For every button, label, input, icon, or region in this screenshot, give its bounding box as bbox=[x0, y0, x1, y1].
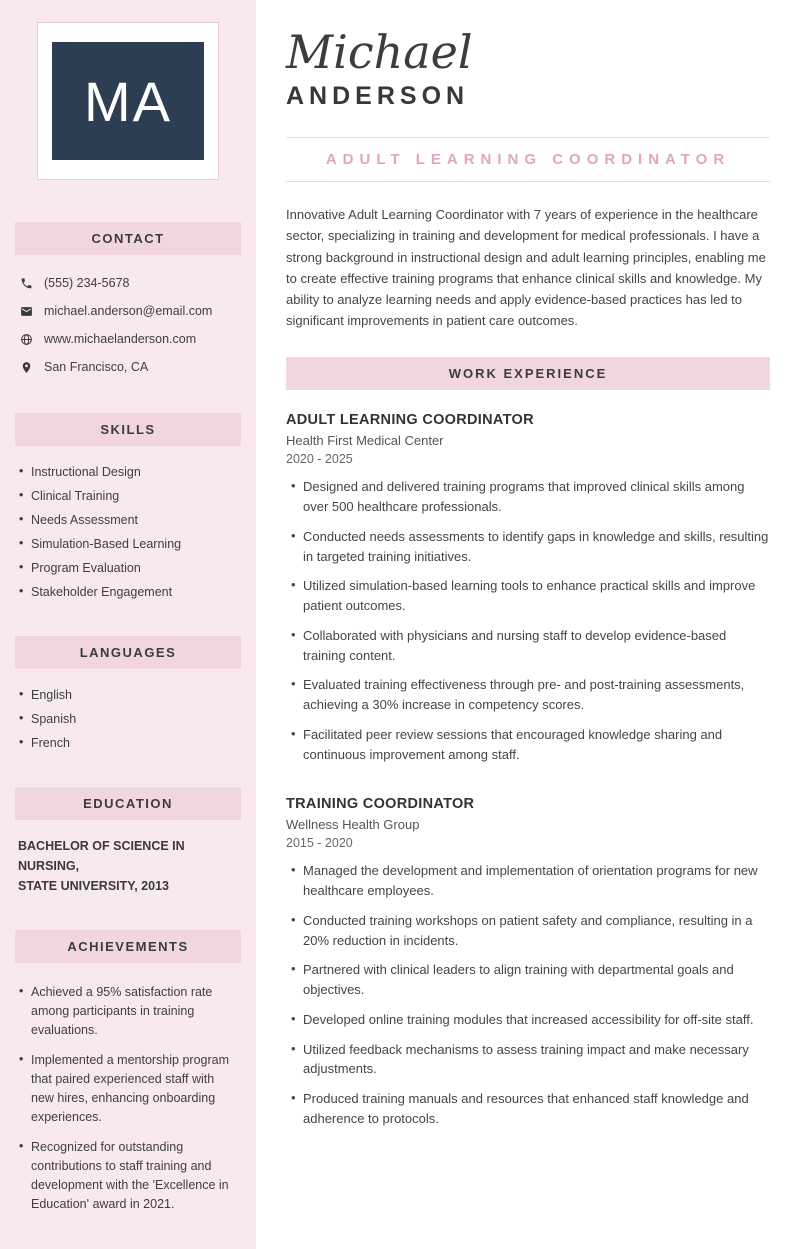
job-bullet: • Conducted training workshops on patient safety and compliance, resulting in a 20% reduction in incidents. bbox=[286, 911, 770, 961]
phone-icon bbox=[19, 276, 33, 290]
language-item: • Spanish bbox=[17, 707, 239, 731]
languages-list bbox=[15, 683, 241, 755]
education-section-header: EDUCATION bbox=[15, 787, 241, 820]
job-title: ADULT LEARNING COORDINATOR bbox=[286, 412, 534, 429]
job-bullet-list bbox=[286, 477, 770, 774]
skill-item: • Clinical Training bbox=[17, 484, 239, 508]
skills-list bbox=[15, 460, 241, 604]
achievement-item: • Recognized for outstanding contributions to staff training and development with the 'Excellence in Education' award in 2021. bbox=[17, 1132, 239, 1219]
job-company: Health First Medical Center bbox=[286, 433, 444, 449]
monogram-frame bbox=[37, 22, 219, 180]
main-content bbox=[256, 0, 800, 1249]
job-bullet: • Designed and delivered training programs that improved clinical skills among over 500 healthcare professionals. bbox=[286, 477, 770, 527]
job-entry bbox=[286, 412, 770, 774]
job-bullet: • Facilitated peer review sessions that encouraged knowledge sharing and continuous improvement among staff. bbox=[286, 725, 770, 775]
job-entry bbox=[286, 796, 770, 1138]
job-dates: 2015 - 2020 bbox=[286, 836, 353, 851]
education-school: STATE UNIVERSITY, 2013 bbox=[18, 879, 169, 893]
job-bullet: • Conducted needs assessments to identify gaps in knowledge and skills, resulting in targeted training initiatives. bbox=[286, 527, 770, 577]
last-name: ANDERSON bbox=[286, 82, 470, 111]
job-bullet-list bbox=[286, 861, 770, 1138]
job-bullet: • Developed online training modules that increased accessibility for off-site staff. bbox=[286, 1010, 770, 1040]
job-bullet: • Utilized feedback mechanisms to assess training impact and make necessary adjustments. bbox=[286, 1040, 770, 1090]
email-icon bbox=[19, 304, 33, 318]
email-value: michael.anderson@email.com bbox=[44, 304, 213, 318]
job-title-banner: ADULT LEARNING COORDINATOR bbox=[286, 137, 770, 182]
skills-section-header: SKILLS bbox=[15, 413, 241, 446]
sidebar bbox=[0, 0, 256, 1249]
job-company: Wellness Health Group bbox=[286, 817, 420, 833]
website-icon bbox=[19, 332, 33, 346]
languages-section-header: LANGUAGES bbox=[15, 636, 241, 669]
first-name: Michael bbox=[286, 25, 473, 79]
education-entry bbox=[15, 834, 241, 898]
website-value: www.michaelanderson.com bbox=[44, 332, 197, 346]
language-item: • French bbox=[17, 731, 239, 755]
achievements-section-header: ACHIEVEMENTS bbox=[15, 930, 241, 963]
skill-item: • Program Evaluation bbox=[17, 556, 239, 580]
contact-item-location bbox=[15, 353, 241, 381]
job-bullet: • Collaborated with physicians and nursing staff to develop evidence-based training content. bbox=[286, 626, 770, 676]
contact-item-website bbox=[15, 325, 241, 353]
skill-item: • Needs Assessment bbox=[17, 508, 239, 532]
job-title: TRAINING COORDINATOR bbox=[286, 796, 475, 813]
monogram: MA bbox=[52, 42, 204, 160]
work-experience-header: WORK EXPERIENCE bbox=[286, 357, 770, 390]
phone-value: (555) 234-5678 bbox=[44, 276, 130, 290]
skill-item: • Simulation-Based Learning bbox=[17, 532, 239, 556]
job-bullet: • Produced training manuals and resources that enhanced staff knowledge and adherence to protocols. bbox=[286, 1089, 770, 1139]
contact-item-phone bbox=[15, 269, 241, 297]
job-bullet: • Managed the development and implementation of orientation programs for new healthcare employees. bbox=[286, 861, 770, 911]
skill-item: • Stakeholder Engagement bbox=[17, 580, 239, 604]
language-item: • English bbox=[17, 683, 239, 707]
job-bullet: • Partnered with clinical leaders to align training with departmental goals and objectives. bbox=[286, 960, 770, 1010]
contact-list bbox=[15, 269, 241, 381]
job-bullet: • Utilized simulation-based learning tools to enhance practical skills and improve patient outcomes. bbox=[286, 576, 770, 626]
job-dates: 2020 - 2025 bbox=[286, 452, 353, 467]
achievement-item: • Implemented a mentorship program that paired experienced staff with new hires, enhancing onboarding experiences. bbox=[17, 1045, 239, 1132]
achievements-list bbox=[15, 977, 241, 1219]
location-icon bbox=[19, 360, 33, 374]
contact-item-email bbox=[15, 297, 241, 325]
education-degree: BACHELOR OF SCIENCE IN NURSING, bbox=[18, 839, 185, 873]
professional-summary: Innovative Adult Learning Coordinator with 7 years of experience in the healthcare sector, specializing in training and development for medical professionals. I have a strong background in instructional design and adult learning principles, enabling me to create effective training programs that enhance clinical skills and knowledge. My ability to analyze learning needs and apply evidence-based practices has led to significant improvements in patient care outcomes. bbox=[286, 207, 766, 329]
skill-item: • Instructional Design bbox=[17, 460, 239, 484]
location-value: San Francisco, CA bbox=[44, 360, 149, 374]
contact-section-header: CONTACT bbox=[15, 222, 241, 255]
achievement-item: • Achieved a 95% satisfaction rate among participants in training evaluations. bbox=[17, 977, 239, 1045]
job-bullet: • Evaluated training effectiveness through pre- and post-training assessments, achieving a 30% increase in competency scores. bbox=[286, 675, 770, 725]
